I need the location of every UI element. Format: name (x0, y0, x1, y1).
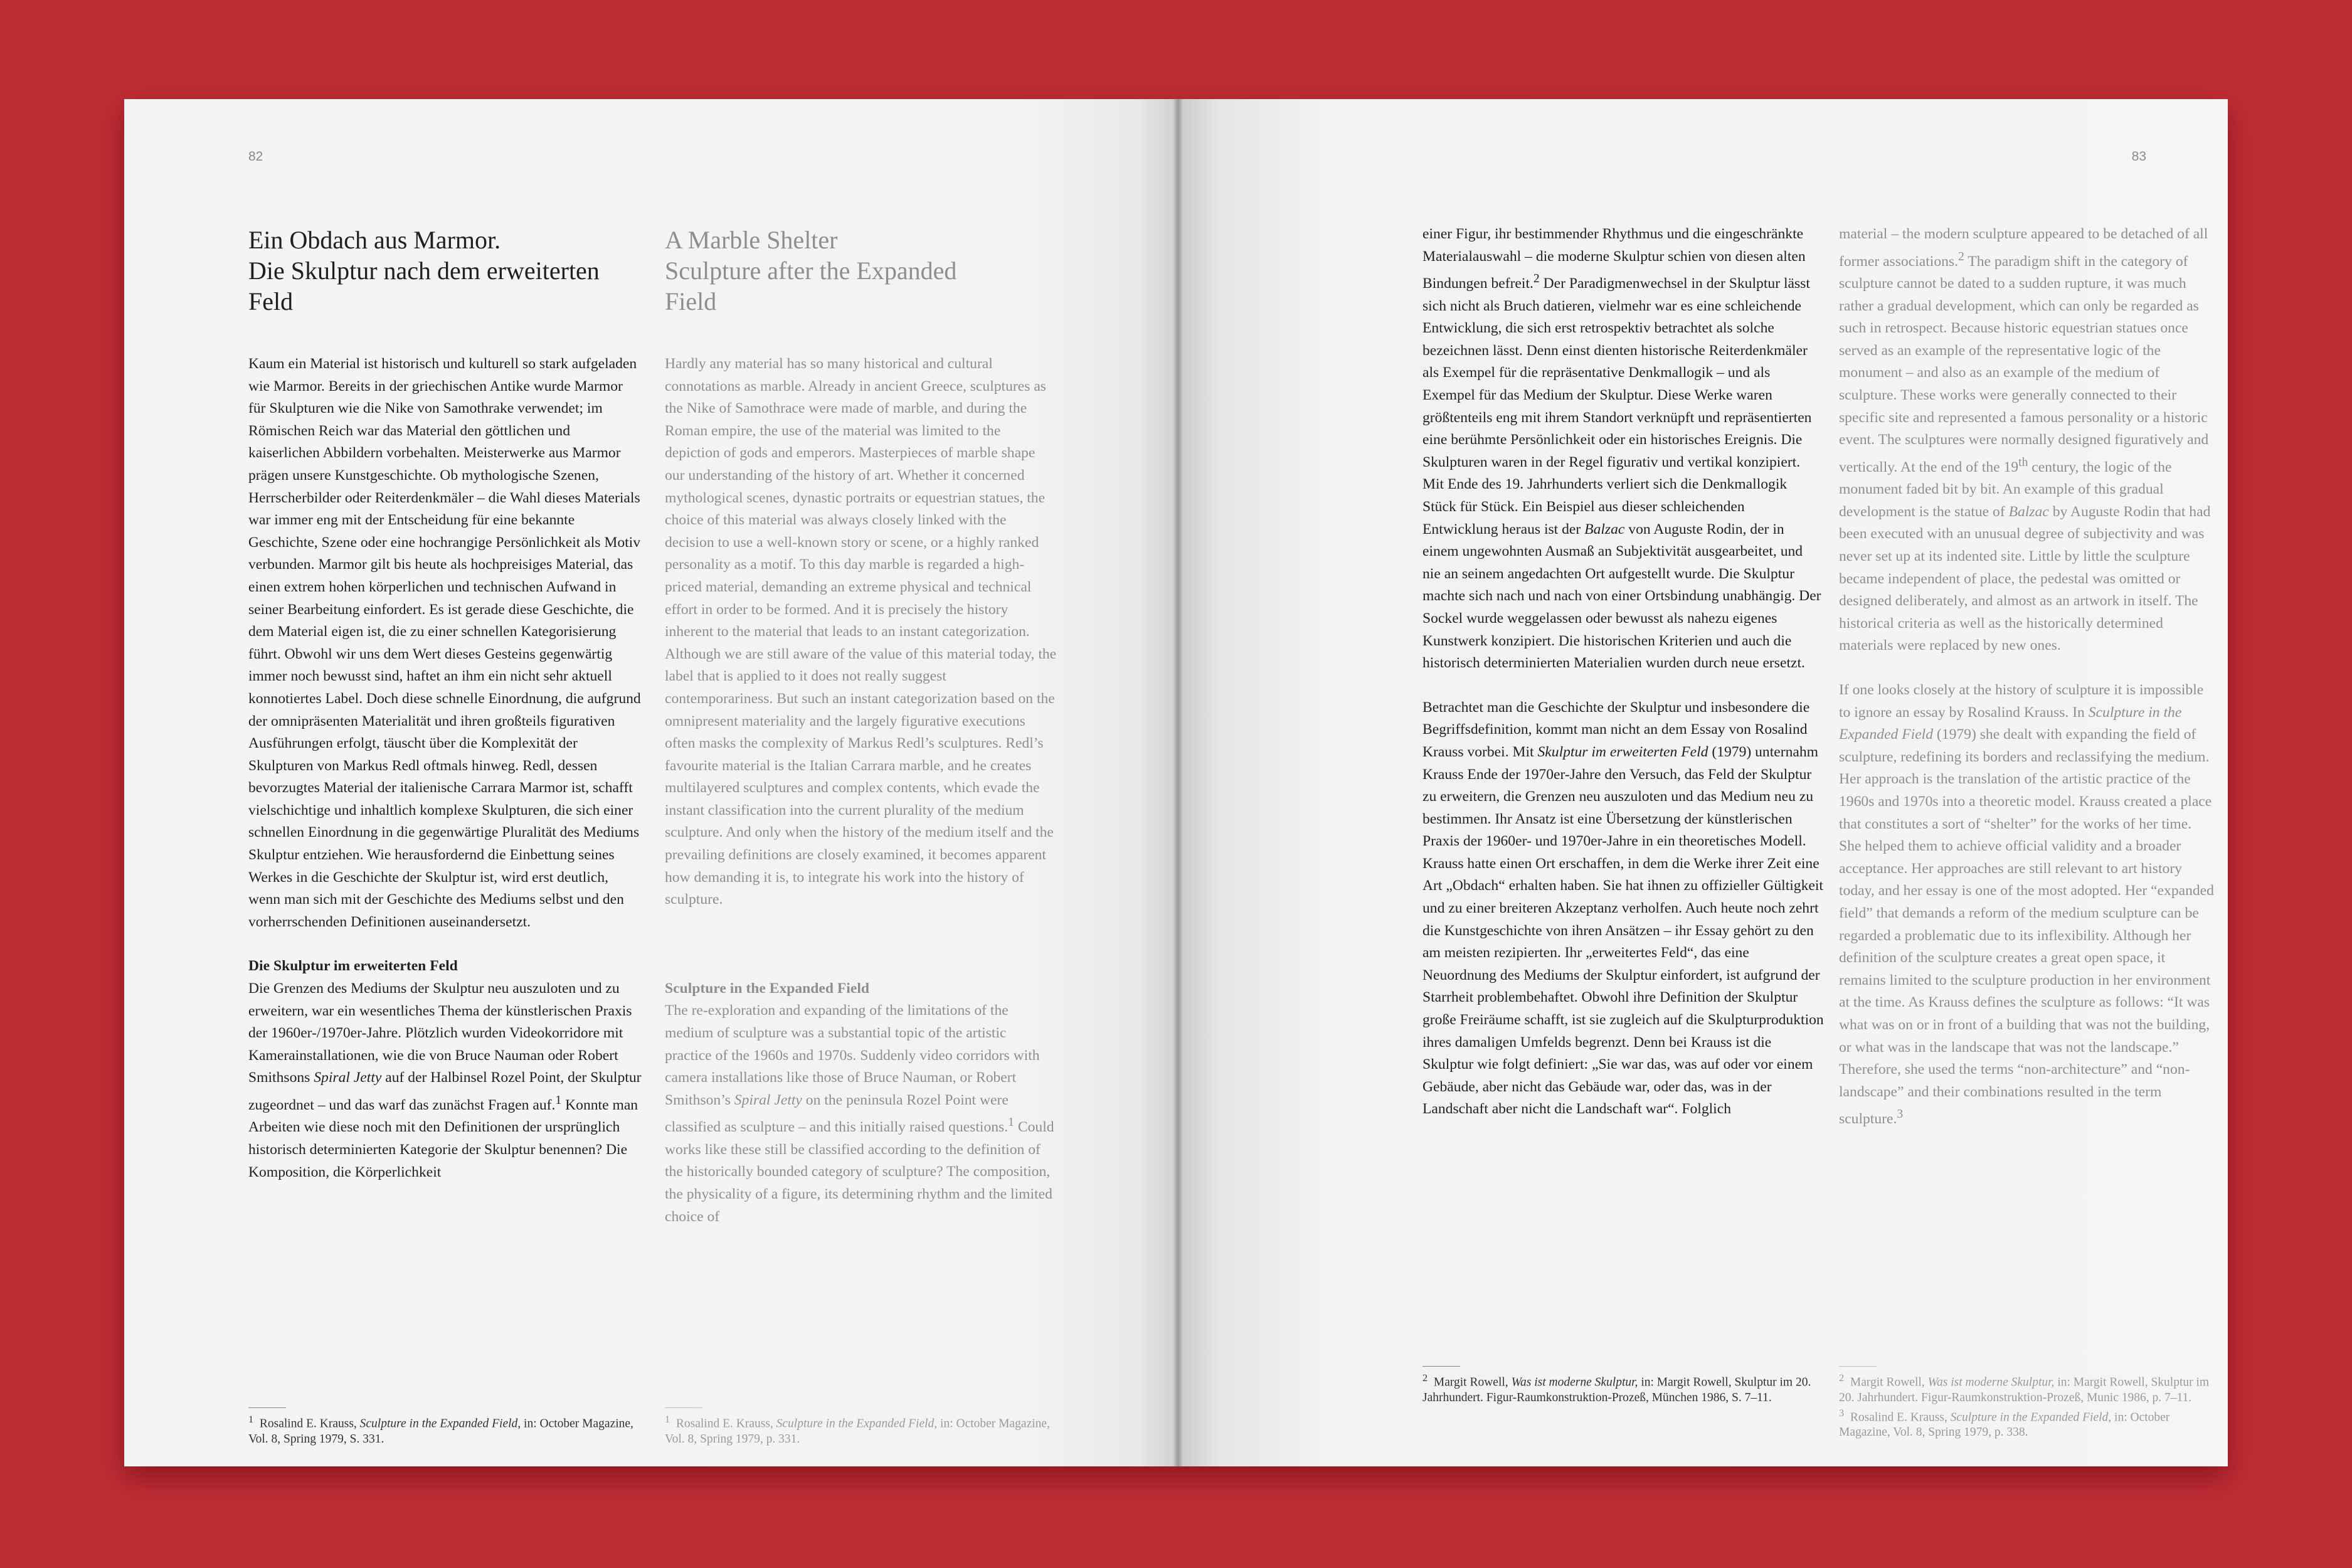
german-paragraph-3 (1422, 223, 1824, 675)
english-title-line3: Field (665, 287, 717, 315)
italic-title: Skulptur im erweiterten Feld (1537, 743, 1708, 760)
footnote-3 (1839, 1406, 2215, 1441)
text-run: century, the logic of the monument faded bit by bit. An example of this gradual development is the statue of (1839, 458, 2172, 520)
english-paragraph-4 (1839, 679, 2215, 1131)
english-paragraph-3 (1839, 223, 2215, 657)
footnote-number: 3 (1839, 1407, 1845, 1419)
footnote-1 (248, 1412, 644, 1447)
italic-title: Was ist moderne Skulptur, (1927, 1375, 2055, 1389)
text-run: Der Paradigmenwechsel in der Skulptur lässt sich nicht als Bruch datieren, vielmehr war es eine schleichende Entwicklung, die sich erst retrospektiv betrachtet als solche bezeichnen lässt. Denn einst dienten historische Reiterdenkmäler als Exempel für die repräsentative Denkmallogik – und als Exempel für das Medium der Skulptur. Diese Werke waren größtenteils eng mit ihrem Standort verknüpft und repräsentierten eine berühmte Persönlichkeit oder ein historisches Ereignis. Die Skulpturen waren in der Regel figurativ und vertikal konzipiert. Mit Ende des 19. Jahrhunderts verliert sich die Denkmallogik Stück für Stück. Ein Beispiel aus dieser schleichenden Entwicklung heraus ist der (1422, 275, 1812, 538)
german-title-line2: Die Skulptur nach dem erweiterten (248, 257, 600, 285)
english-title (665, 225, 1057, 317)
text-run: von Auguste Rodin, der in einem ungewohnten Ausmaß an Subjektivität ausgearbeitet, und nie an seinem angedachten Ort aufgestellt wurde. Die Skulptur machte sich nach und nach von einer Ortsbindung unabhängig. Der Sockel wurde weggelassen oder bewusst als nahezu eigenes Kunstwerk konzipiert. Die historischen Kriterien und auch die historisch determinierten Materialien wurden durch neue ersetzt. (1422, 521, 1821, 672)
footnote-ref: 1 (555, 1093, 562, 1107)
footnote-number: 1 (248, 1414, 254, 1425)
text-run: by Auguste Rodin that had been executed with an unusual degree of subjectivity and was never set up at its indented site. Little by little the sculpture became independent of place, the pedestal was omitted or designed deliberately, and almost as an artwork in itself. The historical criteria as well as the historically determined materials were replaced by new ones. (1839, 503, 2211, 654)
footnote-number: 2 (1839, 1372, 1845, 1384)
text-run: (1979) she dealt with expanding the field of sculpture, redefining its borders and reclassifying the medium. Her approach is the translation of the artistic practice of the 1960s and 1970s into a theoretic model. Krauss created a place that constitutes a sort of “shelter” for the works of her time. She helped them to achieve official validity and a broader acceptance. Her approaches are still relevant to art history today, and her essay is one of the most adopted. Her “expanded field” that demands a reform of the medium sculpture can be regarded a problematic due to its inflexibility. Although her definition of the sculpture creates a great open space, it remains limited to the sculpture production in her environment at the time. As Krauss defines the sculpture as follows: “It was what was on or in front of a building that was not the building, or what was in the landscape that was not the landscape.” Therefore, she used the terms “non-architecture” and “non-landscape” and their combinations resulted in the term sculpture. (1839, 726, 2214, 1128)
english-subheading: Sculpture in the Expanded Field (665, 980, 870, 997)
text-run: in: October Magazine, Vol. 8, Spring 1979, S. 331. (248, 1417, 633, 1446)
footnote-number: 1 (665, 1414, 670, 1425)
text-run: in: Margit Rowell, Skulptur im 20. Jahrhundert. Figur-Raumkonstruktion-Prozeß, Munic 1986, p. 7–11. (1839, 1375, 2210, 1404)
german-subheading: Die Skulptur im erweiterten Feld (248, 958, 458, 975)
text-run: Rosalind E. Krauss, (259, 1417, 360, 1431)
text-run: Betrachtet man die Geschichte der Skulptur und insbesondere die Begriffsdefinition, kommt man nicht an dem Essay von Rosalind Krauss vorbei. Mit (1422, 699, 1810, 760)
text-run: If one looks closely at the history of sculpture it is impossible to ignore an essay by Rosalind Krauss. In (1839, 682, 2204, 721)
footnote-1 (665, 1412, 1057, 1447)
german-paragraph-4 (1422, 697, 1824, 1121)
italic-title: Sculpture in the Expanded Field, (776, 1417, 938, 1431)
ordinal-suffix: th (2018, 455, 2028, 469)
text-run: Konnte man Arbeiten wie diese noch mit den Definitionen der ursprünglich historisch determinierten Kategorie der Skulptur benennen? Die Komposition, die Körperlichkeit (248, 1096, 638, 1180)
italic-title: Was ist moderne Skulptur, (1511, 1375, 1638, 1389)
footnote-rule (1422, 1366, 1460, 1367)
text-run: Could works like these still be classified according to the definition of the historically bounded category of sculpture? The composition, the physicality of a figure, its determining rhythm and the limited choice of (665, 1119, 1054, 1225)
italic-title: Sculpture in the Expanded Field, (1950, 1411, 2112, 1424)
german-footnotes-left (248, 1407, 644, 1447)
text-run: Margit Rowell, (1850, 1375, 1928, 1389)
english-column-right (1839, 223, 2215, 1131)
german-paragraph-2 (248, 978, 644, 1184)
book-gutter (1173, 99, 1183, 1466)
footnote-rule (1839, 1366, 1877, 1367)
text-run: Rosalind E. Krauss, (1850, 1411, 1951, 1424)
footnote-rule (248, 1407, 286, 1408)
german-column-left (248, 225, 644, 1184)
text-run: The re-exploration and expanding of the limitations of the medium of sculpture was a substantial topic of the artistic practice of the 1960s and 1970s. Suddenly video corridors with camera installations like those of Bruce Nauman, or Robert Smithson’s (665, 1002, 1040, 1108)
italic-title: Sculpture in the Expanded Field (1839, 704, 2182, 743)
page-number-left: 82 (248, 149, 263, 164)
footnote-2 (1839, 1370, 2215, 1406)
page-number-right: 83 (2131, 149, 2146, 164)
right-page (1178, 99, 2228, 1466)
footnote-ref: 2 (1958, 249, 1964, 263)
text-run: material – the modern sculpture appeared to be detached of all former associations. (1839, 226, 2208, 270)
text-run: auf der Halbinsel Rozel Point, der Skulptur zugeordnet – und das warf das zunächst Fragen auf. (248, 1069, 642, 1113)
german-title-line1: Ein Obdach aus Marmor. (248, 226, 501, 254)
english-footnotes-right (1839, 1366, 2215, 1440)
footnote-ref: 1 (1008, 1115, 1014, 1130)
italic-title: Balzac (2008, 503, 2049, 520)
italic-title: Balzac (1584, 521, 1625, 538)
english-title-line1: A Marble Shelter (665, 226, 838, 254)
text-run: in: Margit Rowell, Skulptur im 20. Jahrhundert. Figur-Raumkonstruktion-Prozeß, München 1986, S. 7–11. (1422, 1375, 1811, 1404)
italic-title: Sculpture in the Expanded Field, (359, 1417, 521, 1431)
text-run: Margit Rowell, (1433, 1375, 1512, 1389)
english-paragraph-2 (665, 1000, 1057, 1228)
footnote-ref: 2 (1533, 272, 1540, 286)
footnote-rule (665, 1407, 702, 1408)
german-footnotes-right (1422, 1366, 1824, 1406)
english-title-line2: Sculpture after the Expanded (665, 257, 957, 285)
italic-title: Spiral Jetty (734, 1091, 802, 1108)
footnote-2 (1422, 1370, 1824, 1406)
german-paragraph-1: Kaum ein Material ist historisch und kulturell so stark aufgeladen wie Marmor. Bereits in der griechischen Antike wurde Marmor für Skulpturen wie die Nike von Samothrake verwendet; im Römischen Reich war das Material den göttlichen und kaiserlichen Abbildern vorbehalten. Meisterwerke aus Marmor prägen unsere Kunstgeschichte. Ob mythologische Szenen, Herrscherbilder oder Reiterdenkmäler – die Wahl dieses Materials war immer eng mit der Entscheidung für eine bekannte Geschichte, Szene oder eine hochrangige Persönlichkeit als Motiv verbunden. Marmor gilt bis heute als hochpreisiges Material, das einen extrem hohen körperlichen und technischen Aufwand in seiner Bearbeitung einfordert. Es ist gerade diese Geschichte, die dem Material eigen ist, die zu einer schnellen Kategorisierung führt. Obwohl wir uns dem Wert dieses Gesteins gegenwärtig immer noch bewusst sind, haftet an ihm ein nicht sehr aktuell konnotiertes Label. Doch diese schnelle Einordnung, die aufgrund der omnipräsenten Materialität und ihren großteils figurativen Ausführungen erfolgt, täuscht über die Komplexität der Skulpturen von Markus Redl oftmals hinweg. Redl, dessen bevorzugtes Material der italienische Carrara Marmor ist, schafft vielschichtige und inhaltlich komplexe Skulpturen, die sich einer schnellen Einordnung in die gegenwärtige Pluralität des Mediums Skulptur entziehen. Wie herausfordernd die Einbettung seines Werkes in die Geschichte der Skulptur ist, wird erst deutlich, wenn man sich mit der Geschichte des Mediums selbst und den vorherrschenden Definitionen auseinandersetzt. (248, 356, 641, 930)
footnote-number: 2 (1422, 1372, 1428, 1384)
text-run: Rosalind E. Krauss, (675, 1417, 776, 1431)
text-run: in: October Magazine, Vol. 8, Spring 1979, p. 331. (665, 1417, 1050, 1446)
english-paragraph-1: Hardly any material has so many historical and cultural connotations as marble. Already in ancient Greece, sculptures as the Nike of Samothrace were made of marble, and during the Roman empire, the use of the material was limited to the depiction of gods and emperors. Masterpieces of marble shape our understanding of the history of art. Whether it concerned mythological scenes, dynastic portraits or equestrian statues, the choice of this material was always closely linked with the decision to use a well-known story or scene, or a highly ranked personality as a motif. To this day marble is regarded a high-priced material, demanding an extreme physical and technical effort in order to be formed. And it is precisely the history inherent to the material that leads to an instant categorization. Although we are still aware of the value of this material today, the label that is applied to it does not really suggest contemporariness. But such an instant categorization based on the omnipresent materiality and the largely figurative executions often masks the complexity of Markus Redl’s sculptures. Redl’s favourite material is the Italian Carrara marble, and he creates multilayered sculptures and complex contents, which evade the instant classification into the current plurality of the medium sculpture. And only when the history of the medium itself and the prevailing definitions are closely examined, it becomes apparent how demanding it is, to integrate his work into the history of sculpture. (665, 356, 1057, 908)
italic-title: Spiral Jetty (314, 1069, 382, 1086)
text-run: The paradigm shift in the category of sculpture cannot be dated to a sudden rupture, it was much rather a gradual development, which can only be regarded as such in retrospect. Because historic equestrian statues once served as an example of the representative logic of the monument – and also as an example of the medium of sculpture. These works were generally connected to their specific site and represented a famous personality or a historic event. The sculptures were normally designed figuratively and vertically. At the end of the 19 (1839, 253, 2209, 475)
text-run: (1979) unternahm Krauss Ende der 1970er-Jahre den Versuch, das Feld der Skulptur zu erweitern, die Grenzen neu auszuloten und das Medium neu zu bestimmen. Ihr Ansatz ist eine Übersetzung der künstlerischen Praxis der 1960er- und 1970er-Jahre in ein theoretisches Modell. Krauss hatte einen Ort erschaffen, in dem die Werke ihrer Zeit eine Art „Obdach“ erhalten haben. Sie hat ihnen zu offizieller Gültigkeit und zu einer breiteren Akzeptanz verholfen. Auch heute noch zehrt die Kunstgeschichte von ihren Ansätzen – ihr Essay gehört zu den am meisten rezipierten. Ihr „erweitertes Feld“, das eine Neuordnung des Mediums der Skulptur einfordert, ist aufgrund der Starrheit problembehaftet. Obwohl ihre Definition der Skulptur große Freiräume schafft, ist sie zugleich auf die Skulpturproduktion ihres damaligen Umfelds begrenzt. Denn bei Krauss ist die Skulptur wie folgt definiert: „Sie war das, was auf oder vor einem Gebäude, aber nicht das Gebäude war, oder das, was in der Landschaft aber nicht die Landschaft war“. Folglich (1422, 743, 1824, 1118)
english-footnotes-left (665, 1407, 1057, 1447)
text-run: einer Figur, ihr bestimmender Rhythmus und die eingeschränkte Materialauswahl – die moderne Skulptur schien von diesen alten Bindungen befreit. (1422, 226, 1806, 292)
english-column-left (665, 225, 1057, 1228)
left-page (124, 99, 1178, 1466)
text-run: Die Grenzen des Mediums der Skulptur neu auszuloten und zu erweitern, war ein wesentliches Thema der künstlerischen Praxis der 1960er-/1970er-Jahre. Plötzlich wurden Videokorridore mit Kamerainstallationen, wie die von Bruce Nauman oder Robert Smithsons (248, 980, 632, 1086)
german-column-right (1422, 223, 1824, 1121)
footnote-ref: 3 (1897, 1107, 1904, 1121)
german-title (248, 225, 644, 317)
german-title-line3: Feld (248, 287, 294, 315)
text-run: in: October Magazine, Vol. 8, Spring 1979, p. 338. (1839, 1411, 2170, 1439)
book-spread (124, 99, 2228, 1466)
text-run: on the peninsula Rozel Point were classified as sculpture – and this initially raised questions. (665, 1091, 1009, 1136)
